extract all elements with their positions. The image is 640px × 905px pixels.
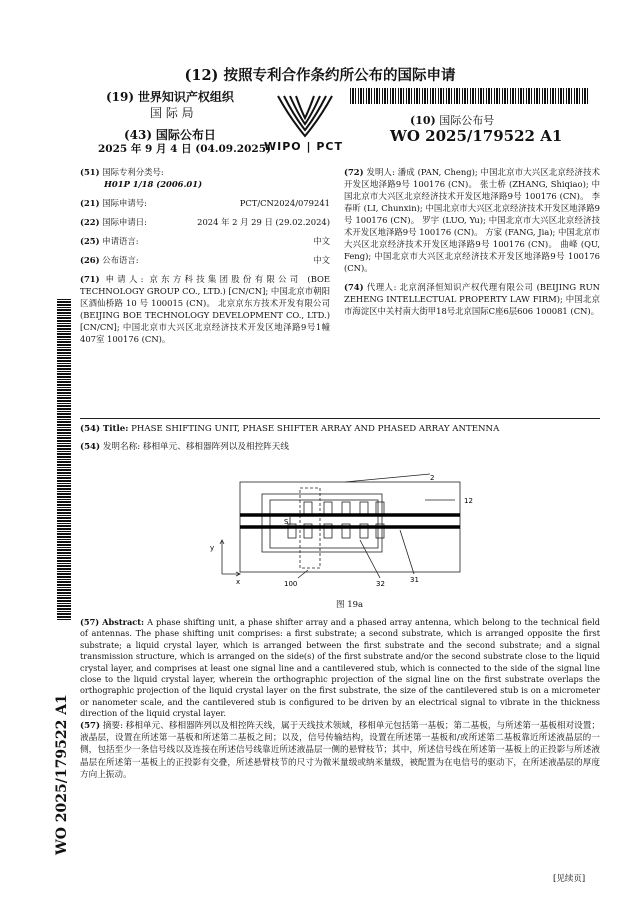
abstract-zh-text: 移相单元、移相器阵列以及相控阵天线，属于天线技术领域，移相单元包括第一基板；第二基板，与所述第一基板相对设置；液晶层，设置在所述第一基板和所述第二基板之间；以及，信号传输结构，设置在所述第一基板和/或所述第二基板靠近所述液晶层的一侧，包括至少一条信号线以及连接在所述信号线靠近所述液晶层一侧的悬臂枝节；其中，所述信号线在所述第一基板上的正投影与所述液晶层在所述第一基板上的正投影有交叠，所述悬臂枝节的尺寸为微米量级或纳米量级，被配置为在电信号的驱动下，在所述液晶层的厚度方向上振动。 <box>80 721 600 780</box>
org-name: 世界知识产权组织 <box>137 90 234 104</box>
ipc-num: (51) <box>80 167 100 177</box>
filing-value: 2024 年 2 月 29 日 (29.02.2024) <box>197 217 330 227</box>
applicant-num: (71) <box>80 274 100 284</box>
label-2: 2 <box>430 474 435 482</box>
title-en-line <box>80 424 600 434</box>
title-zh-line <box>80 440 600 452</box>
applicant-field <box>80 273 330 345</box>
org-line <box>106 88 234 105</box>
ipc-field <box>80 166 330 190</box>
agent-field <box>344 281 600 317</box>
title-en-text: PHASE SHIFTING UNIT, PHASE SHIFTER ARRAY AND PHASED ARRAY ANTENNA <box>131 424 500 434</box>
title-zh-text: 移相单元、移相器阵列以及相控阵天线 <box>142 442 289 452</box>
figure-19a <box>200 470 500 610</box>
document-title: (12) 按照专利合作条约所公布的国际申请 <box>184 67 456 84</box>
inventor-num: (72) <box>344 167 364 177</box>
abstract-en <box>80 617 600 720</box>
filing-label: 国际申请日: <box>102 217 147 227</box>
header-barcode <box>350 88 590 104</box>
appno-field <box>80 197 330 209</box>
agent-num: (74) <box>344 282 364 292</box>
title-zh-num: (54) <box>80 442 101 452</box>
pubno-num: (10) <box>410 114 436 127</box>
continued-note: [见续页] <box>553 874 586 884</box>
publang-value: 中文 <box>313 255 330 265</box>
wipo-logo <box>264 88 343 158</box>
abstract-zh-label: 摘要: <box>102 721 123 731</box>
publang-num: (26) <box>80 255 100 265</box>
title-zh-label: 发明名称: <box>102 442 141 452</box>
publang-field <box>80 254 330 266</box>
filing-field <box>80 216 330 228</box>
pubno-value: WO 2025/179522 A1 <box>390 127 563 145</box>
label-x: x <box>236 578 241 586</box>
inventor-text: 发明人: 潘成 (PAN, Cheng); 中国北京市大兴区北京经济技术开发区地泽路9号 100176 (CN)。 张士桥 (ZHANG, Shiqiao); 中国北京市大兴区北京经济技术开发区地泽路9号 100176 (CN)。 李春昕 (LI, Chunxin); 中国北京市大兴区北京经济技术开发区地泽路9号 100176 (CN)。 罗宇 (LUO, Yu); 中国北京市大兴区北京经济技术开发区地泽路9号 100176 (CN)。 方家 (FANG, Jia); 中国北京市大兴区北京经济技术开发区地泽路9号 100176 (CN)。 曲峰 (QU, Feng); 中国北京市大兴区北京经济技术开发区地泽路9号 100176 (CN)。 <box>344 167 600 273</box>
phase-shifter-drawing <box>200 470 500 610</box>
title-en-num: (54) <box>80 424 101 434</box>
label-31: 31 <box>410 576 419 584</box>
biblio-right-column <box>344 166 600 324</box>
appno-num: (21) <box>80 198 100 208</box>
abstract-zh-num: (57) <box>80 721 101 731</box>
filelang-num: (25) <box>80 236 100 246</box>
inner-region <box>262 494 382 552</box>
abstract-en-label: Abstract: <box>102 617 145 627</box>
pubno-line <box>410 112 494 128</box>
org-sub: 国 际 局 <box>150 106 194 120</box>
abstract-en-text: A phase shifting unit, a phase shifter array and a phased array antenna, which belong to the technical field of antennas. The phase shifting unit comprises: a first substrate; a second substrate, which is arranged opposite the first substrate; a liquid crystal layer, which is arranged between the first substrate and the second substrate; and a signal transmission structure, which is arranged on the side(s) of the first substrate and/or the second substrate close to the liquid crystal layer, and comprises at least one signal line and a cantilevered stub, which is connected to the side of the signal line close to the liquid crystal layer, wherein the orthographic projection of the signal line on the first substrate overlaps the orthographic projection of the liquid crystal layer on the first substrate, the size of the cantilevered stub is on a micrometer or nanometer scale, and the cantilevered stub is configured to be driven by an electrical signal to vibrate in the thickness direction of the liquid crystal layer. <box>80 617 601 719</box>
appno-value: PCT/CN2024/079241 <box>239 198 330 208</box>
pubdate-num: (43) <box>124 128 153 142</box>
pubdate-value: 2025 年 9 月 4 日 (04.09.2025) <box>98 143 271 155</box>
ipc-label: 国际专利分类号: <box>102 167 164 177</box>
label-12: 12 <box>464 497 473 505</box>
filelang-label: 申请语言: <box>102 236 139 246</box>
pubdate-label: 国际公布日 <box>155 128 216 142</box>
title-en-label: Title: <box>102 424 129 434</box>
filing-num: (22) <box>80 217 100 227</box>
ipc-value: H01P 1/18 (2006.01) <box>104 179 203 189</box>
pubno-label: 国际公布号 <box>439 114 495 127</box>
label-100: 100 <box>284 580 298 588</box>
side-barcode <box>57 298 71 620</box>
label-y: y <box>210 544 215 552</box>
abstract-en-num: (57) <box>80 617 100 627</box>
appno-label: 国际申请号: <box>102 198 147 208</box>
section-divider <box>80 418 600 419</box>
agent-text: 代理人: 北京润泽恒知识产权代理有限公司 (BEIJING RUN ZEHENG INTELLECTUAL PROPERTY LAW FIRM); 中国北京市海淀区中关村南大街甲18号北京国际C座6层606 100081 (CN)。 <box>344 282 600 316</box>
publang-label: 公布语言: <box>102 255 139 265</box>
org-num: (19) <box>106 90 135 104</box>
abstract-zh <box>80 720 600 781</box>
label-32: 32 <box>376 580 385 588</box>
side-pubno-text: WO 2025/179522 A1 <box>54 694 70 855</box>
applicant-text: 申请人: 京东方科技集团股份有限公司 (BOE TECHNOLOGY GROUP CO., LTD.) [CN/CN]; 中国北京市朝阳区酒仙桥路 10 号 100015 (CN)。 北京京东方技术开发有限公司 (BEIJING BOE TECHNOLOGY DEVELOPMENT CO., LTD.) [CN/CN]; 中国北京市大兴区北京经济技术开发区地泽路9号1幢407室 100176 (CN)。 <box>80 274 330 344</box>
wipo-pct-text: WIPO | PCT <box>264 140 343 153</box>
biblio-left-column <box>80 166 330 352</box>
filelang-field <box>80 235 330 247</box>
label-s: S <box>284 518 289 526</box>
filelang-value: 中文 <box>313 236 330 246</box>
figure-caption: 图 19a <box>336 600 364 610</box>
inventor-field <box>344 166 600 274</box>
